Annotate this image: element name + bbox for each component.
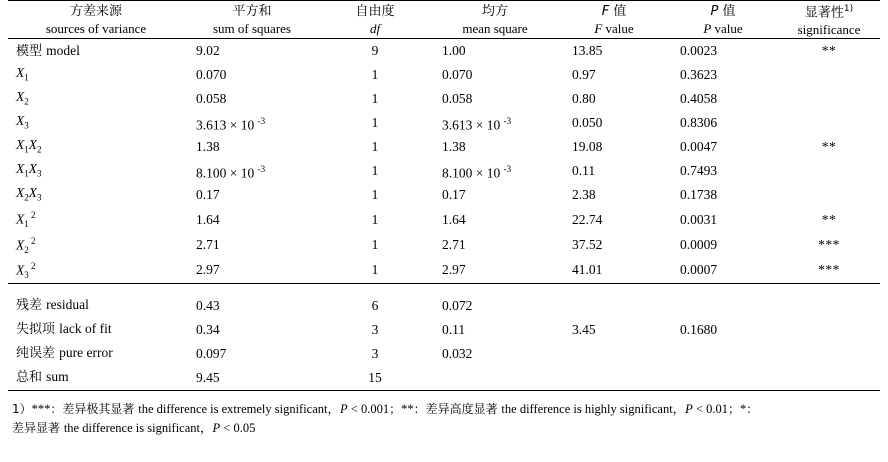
- table-row: [8, 207, 880, 232]
- cell-f: [560, 294, 668, 318]
- cell-f: 13.85: [572, 43, 603, 59]
- row-label: $X_2$: [16, 88, 29, 107]
- cell-ms: 8.100 × 10 $^{-3}$: [442, 164, 512, 181]
- table-row: [8, 294, 880, 318]
- header-cell-ms: [430, 1, 560, 39]
- cell-significance: [778, 342, 880, 366]
- cell-significance: **: [821, 211, 837, 227]
- cell-ss: 0.17: [196, 187, 220, 203]
- anova-table: [8, 0, 880, 391]
- row-label: $X_2$ $^2$: [16, 235, 36, 255]
- header-cell-df: [320, 1, 430, 39]
- cell-f: 41.01: [572, 262, 603, 278]
- cell-f: [560, 342, 668, 366]
- table-header-row: [8, 1, 880, 39]
- header-cn-p: P 值: [710, 3, 736, 19]
- cell-df: 9: [371, 43, 379, 59]
- cell-f: 3.45: [572, 321, 596, 337]
- cell-ss: 0.070: [196, 67, 227, 83]
- cell-df: 6: [371, 297, 379, 313]
- table-row: [8, 258, 880, 284]
- cell-p: [668, 294, 778, 318]
- cell-df: 1: [371, 139, 379, 155]
- cell-significance: [778, 294, 880, 318]
- cell-df: 3: [371, 321, 379, 337]
- table-row: [8, 63, 880, 87]
- cell-f: 22.74: [572, 211, 603, 227]
- table-row: [8, 318, 880, 342]
- cell-significance: [778, 159, 880, 183]
- row-label: 残差 residual: [16, 297, 89, 314]
- cell-ss: 8.100 × 10 $^{-3}$: [196, 164, 266, 181]
- header-cell-source: [8, 1, 184, 39]
- row-label: $X_1$ $^2$: [16, 210, 36, 230]
- cell-ss: 1.38: [196, 139, 220, 155]
- header-en-p: P value: [703, 20, 743, 36]
- cell-df: 1: [371, 237, 379, 253]
- cell-f: 19.08: [572, 139, 603, 155]
- table-row: [8, 135, 880, 159]
- footnote-marker: 1）: [12, 401, 32, 416]
- cell-ms: 1.64: [442, 211, 466, 227]
- cell-p: 0.3623: [680, 67, 718, 83]
- cell-df: 1: [371, 115, 379, 131]
- cell-ms: 2.71: [442, 237, 466, 253]
- table-row: [8, 366, 880, 391]
- header-cell-significance: [778, 1, 880, 39]
- table-row: [8, 159, 880, 183]
- cell-f: 37.52: [572, 237, 603, 253]
- cell-p: 0.0009: [680, 237, 718, 253]
- cell-ss: 2.71: [196, 237, 220, 253]
- row-label: $X_3$ $^2$: [16, 260, 36, 280]
- cell-df: 1: [371, 163, 379, 179]
- table-body-model: [8, 39, 880, 284]
- cell-ss: 0.43: [196, 297, 220, 313]
- table-row: [8, 342, 880, 366]
- table-row: [8, 39, 880, 64]
- cell-p: [668, 366, 778, 391]
- table-row: [8, 87, 880, 111]
- cell-ms: 0.072: [442, 297, 473, 313]
- cell-p: 0.0023: [680, 43, 718, 59]
- header-en-ss: sum of squares: [213, 20, 291, 36]
- cell-ss: 0.34: [196, 321, 220, 337]
- cell-ms: 0.032: [442, 345, 473, 361]
- cell-f: 0.11: [572, 163, 596, 179]
- cell-ms: 3.613 × 10 $^{-3}$: [442, 116, 512, 133]
- table-body-residual: [8, 283, 880, 390]
- table-row: [8, 233, 880, 258]
- cell-ms: 1.00: [442, 43, 466, 59]
- cell-df: 1: [371, 67, 379, 83]
- cell-significance: [778, 318, 880, 342]
- row-label: $X_2X_3$: [16, 184, 42, 203]
- cell-p: 0.8306: [680, 115, 718, 131]
- row-label: $X_1$: [16, 64, 29, 83]
- row-label: 纯误差 pure error: [16, 345, 113, 362]
- table-footnote: [8, 397, 880, 438]
- cell-significance: [778, 366, 880, 391]
- header-en-f: F value: [594, 20, 634, 36]
- cell-p: 0.1738: [680, 187, 718, 203]
- cell-ms: 0.058: [442, 91, 473, 107]
- table-row: [8, 111, 880, 135]
- header-en-source: sources of variance: [45, 20, 147, 36]
- cell-p: 0.7493: [680, 163, 718, 179]
- row-label: $X_3$: [16, 112, 29, 131]
- cell-ms: 0.11: [442, 321, 466, 337]
- cell-ms: [430, 366, 560, 391]
- cell-significance: ***: [818, 237, 840, 253]
- cell-df: 1: [371, 187, 379, 203]
- cell-ss: 9.02: [196, 43, 220, 59]
- cell-ss: 3.613 × 10 $^{-3}$: [196, 116, 266, 133]
- cell-significance: [778, 183, 880, 207]
- cell-ms: 1.38: [442, 139, 466, 155]
- row-spacer: [8, 283, 880, 294]
- cell-ss: 2.97: [196, 262, 220, 278]
- cell-f: 0.80: [572, 91, 596, 107]
- cell-df: 1: [371, 262, 379, 278]
- cell-p: 0.0007: [680, 262, 718, 278]
- cell-significance: **: [821, 139, 837, 155]
- header-cn-source: 方差来源: [69, 3, 122, 19]
- header-cell-f: [560, 1, 668, 39]
- row-label: 模型 model: [16, 42, 80, 59]
- cell-df: 1: [371, 211, 379, 227]
- cell-p: 0.0047: [680, 139, 718, 155]
- cell-ss: 1.64: [196, 211, 220, 227]
- cell-p: 0.4058: [680, 91, 718, 107]
- header-cn-ms: 均方: [481, 3, 508, 19]
- cell-ms: 0.070: [442, 67, 473, 83]
- table-header: [8, 1, 880, 39]
- cell-p: 0.0031: [680, 211, 718, 227]
- cell-df: 1: [371, 91, 379, 107]
- cell-significance: [778, 87, 880, 111]
- cell-f: 0.97: [572, 67, 596, 83]
- cell-ss: 0.058: [196, 91, 227, 107]
- table-row: [8, 183, 880, 207]
- row-label: $X_1X_2$: [16, 136, 42, 155]
- header-en-significance: significance: [797, 22, 861, 38]
- header-cell-ss: [184, 1, 320, 39]
- cell-significance: ***: [818, 262, 840, 278]
- cell-f: 0.050: [572, 115, 603, 131]
- header-cell-p: [668, 1, 778, 39]
- row-label: 失拟项 lack of fit: [16, 321, 112, 338]
- cell-p: [668, 342, 778, 366]
- header-en-df: df: [369, 20, 381, 36]
- header-cn-f: F 值: [601, 3, 627, 19]
- header-cn-ss: 平方和: [232, 3, 272, 19]
- cell-ms: 0.17: [442, 187, 466, 203]
- cell-ss: 0.097: [196, 345, 227, 361]
- cell-significance: [778, 111, 880, 135]
- cell-df: 3: [371, 345, 379, 361]
- cell-ss: 9.45: [196, 369, 220, 385]
- cell-p: 0.1680: [680, 321, 718, 337]
- cell-f: [560, 366, 668, 391]
- table-bottom-rule: [8, 390, 880, 391]
- header-cn-significance: 显著性$^{1)}$: [804, 4, 854, 21]
- row-label: $X_1X_3$: [16, 160, 42, 179]
- cell-df: 15: [368, 369, 382, 385]
- footnote-line-1: 1）***：差异极其显著 the difference is extremely significant，P < 0.001；**：差异高度显著 the difference is highly significant，P < 0.01；*：: [12, 401, 759, 416]
- header-cn-df: 自由度: [355, 3, 395, 19]
- cell-significance: [778, 63, 880, 87]
- cell-significance: **: [821, 43, 837, 59]
- cell-ms: 2.97: [442, 262, 466, 278]
- footnote-line-2: 差异显著 the difference is significant，P < 0.05: [12, 420, 256, 435]
- row-label: 总和 sum: [16, 369, 69, 386]
- header-en-ms: mean square: [462, 20, 528, 36]
- cell-f: 2.38: [572, 187, 596, 203]
